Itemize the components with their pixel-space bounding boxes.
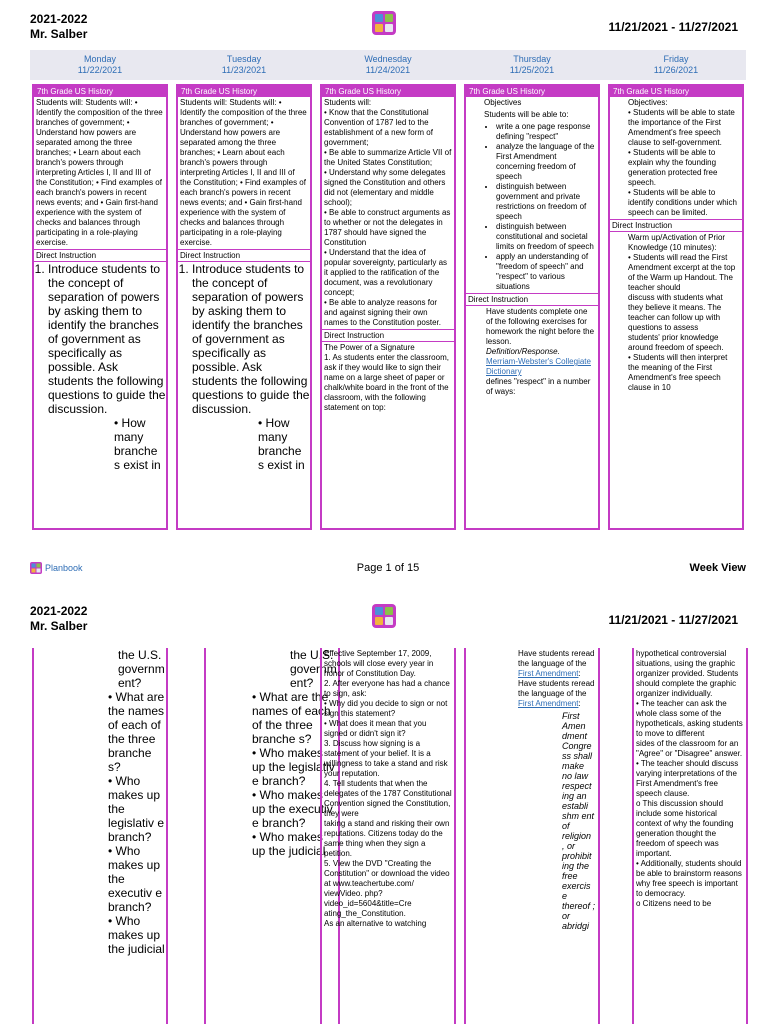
course-label: 7th Grade US History [466,86,598,97]
objectives: Students will: Students will: • Identify the composition of the three branches of government; • Understand how powers are separated among the three branches; • Learn about each branch's powers through interpreting Articles I, II and III of the Constitution; • Find examples of each branch's powers in recent news events; and • Gain first-hand experience with the system of checks and balances through participating in a role-playing exercise. [180,98,307,247]
question-item: • Who makes up the legislativ e branch? [252,746,335,788]
definition-label: Definition/Response. [486,347,560,356]
question-item: • Who makes up the executiv e branch? [252,788,333,830]
lesson-thursday[interactable] [464,84,600,530]
course-label: 7th Grade US History [322,86,454,97]
direct-instruction-title: Direct Instruction [610,219,742,232]
course-label: 7th Grade US History [34,86,166,97]
course-label: 7th Grade US History [610,86,742,97]
dictionary-link[interactable]: Merriam-Webster's Collegiate Dictionary [486,357,591,376]
objective-item: • distinguish between constitutional and societal limits on freedom of speech [496,222,596,252]
question-item: • How many branche s exist in [258,416,305,472]
objectives-list [466,121,598,293]
day-friday[interactable]: Friday 11/26/2021 [653,54,699,75]
day-wednesday[interactable]: Wednesday 11/24/2021 [364,54,412,75]
teacher-name: Mr. Salber [30,27,88,41]
direct-instruction-title: Direct Instruction [322,329,454,342]
instruction-text: Have students complete one of the following exercises for homework the night before the lesson. Definition/Response. Merriam-Webster's Collegiate Dictionary defines "respect" in a number of ways: [486,307,595,396]
date-range: 11/21/2021 - 11/27/2021 [608,20,738,34]
instruction-step: 1. Introduce students to the concept of separation of powers by asking them to identify the branches of government as specifically as possible. Ask students the following questions to guide the discussion. [48,262,166,416]
day-thursday[interactable]: Thursday 11/25/2021 [509,54,555,75]
view-mode: Week View [689,562,746,574]
page-number: Page 1 of 15 [356,562,420,574]
objective-item: • apply an understanding of "freedom of speech" and "respect" to various situations [496,252,596,292]
question-item: • What are the names of each of the three branche s? [108,690,165,774]
school-year: 2021-2022 [30,12,88,26]
lesson-friday-continued[interactable] [632,648,748,1024]
day-monday[interactable]: Monday 11/22/2021 [77,54,123,75]
instruction-text: Have students reread the language of the First Amendment: Have students reread the language of the First Amendment: [518,649,595,708]
lesson-monday[interactable] [32,84,168,530]
date-range-page2: 11/21/2021 - 11/27/2021 [608,613,738,627]
page-footer [30,560,746,578]
instruction-step: 1. Introduce students to the concept of separation of powers by asking them to identify the branches of government as specifically as possible. Ask students the following questions to guide the discussion. [192,262,310,416]
question-item: • What are the names of each of the three branche s? [252,690,331,746]
question-item: • Who makes up the executiv e branch? [108,844,163,914]
objectives: Students will: Students will: • Identify the composition of the three branches of government; • Understand how powers are separated among the three branches; • Learn about each branch's powers through interpreting Articles I, II and III of the Constitution; • Find examples of each branch's powers in recent news events; and • Gain first-hand experience with the system of checks and balances through participating in a role-playing exercise. [36,98,163,247]
planbook-logo-icon [372,604,396,628]
lesson-tuesday[interactable] [176,84,312,530]
direct-instruction-title: Direct Instruction [178,249,310,262]
question-item: • Who makes up the judicial [108,914,165,956]
course-label: 7th Grade US History [178,86,310,97]
objective-item: • analyze the language of the First Amendment concerning freedom of speech [496,142,596,182]
objectives: Objectives: • Students will be able to state the importance of the First Amendment's free speech clause to self-government. • Students will be able to explain why the founding generation protected free speech. • Students will be able to identify conditions under which speech can be limited. [628,98,737,217]
instruction-text: hypothetical controversial situations, using the graphic organizer provided. Students should complete the graphic organizer individually. • The teacher can ask the whole class some of the hypotheticals, asking students to move to different sides of the classroom for an "Agree" or "Disagree" answer. • The teacher should discuss varying interpretations of the First Amendment's free speech clause. o This discussion should include some historical context of why the founding generation thought the freedom of speech was important. • Additionally, students should be able to brainstorm reasons why free speech is important to democracy. o Citizens need to be [636,649,743,908]
question-item: • Who makes up the judicial [252,830,326,858]
direct-instruction-title: Direct Instruction [34,249,166,262]
objective-item: • distinguish between government and private restrictions on freedom of speech [496,182,596,222]
instruction-text: The Power of a Signature 1. As students enter the classroom, ask if they would like to sign their name on a large sheet of paper or chalk/white board in the front of the classroom, with the following statement on top: [324,343,449,412]
first-amendment-link[interactable]: First Amendment [518,699,579,708]
direct-instruction-title: Direct Instruction [466,293,598,306]
instruction-text: Warm up/Activation of Prior Knowledge (10 minutes): • Students will read the First Amendment excerpt at the top of the Warm up Handout. The teacher should discuss with students what they believe it means. The teacher can follow up with questions to assess students' prior knowledge around freedom of speech. • Students will then interpret the meaning of the First Amendment's free speech clause in 10 [628,233,736,392]
planbook-logo-icon [372,11,396,35]
question-item: • How many branche s exist in [114,416,161,472]
teacher-name: Mr. Salber [30,619,88,633]
lesson-wednesday-continued[interactable] [320,648,456,1024]
objectives-title: Objectives [484,98,522,107]
day-tuesday[interactable]: Tuesday 11/23/2021 [221,54,267,75]
question-item: • Who makes up the legislativ e branch? [108,774,165,844]
header-left [30,12,87,42]
objective-item: • write a one page response defining "respect" [496,122,596,142]
lesson-wednesday[interactable] [320,84,456,530]
question-cont: the U.S. governm ent? [118,648,165,690]
instruction-list [178,262,310,416]
question-cont: the U.S. governm ent? [290,648,337,690]
instruction-list [34,262,166,416]
objectives-intro: Students will be able to: [484,110,569,119]
day-header-bar [30,50,746,80]
lesson-friday[interactable] [608,84,744,530]
lesson-monday-continued[interactable] [32,648,168,1024]
instruction-text: Effective September 17, 2009, schools will close every year in honor of Constitution Day. 2. After everyone has had a chance to sign, ask: • Why did you decide to sign or not sign this statement? • What does it mean that you signed or didn't sign it? 3. Discuss how signing is a statement of your belief. It is a willingness to take a stand and risk your reputation. 4. Tell students that when the delegates of the 1787 Constitutional Convention signed the Constitution, they were taking a stand and risking their own reputations. Citizens today do the same thing when they sign a petition. 5. View the DVD "Creating the Constitution" or download the video at www.teachertube.com/ viewVideo. php?video_id=5604&title=Cre ating_the_Constitution. As an alternative to watching [324,649,452,928]
objectives: Students will: • Know that the Constitutional Convention of 1787 led to the establishment of a new form of government; • Be able to summarize Article VII of the United States Constitution; • Understand why some delegates signed the Constitution and others did not (elementary and middle school); • Be able to construct arguments as to whether or not the delegates in 1787 should have signed the Constitution • Understand that the idea of popular sovereignty, particularly as it applied to the ratification of the document, was a revolutionary concept; • Be able to analyze reasons for and against signing their own names to the Constitution poster. [324,98,452,327]
lesson-thursday-continued[interactable] [464,648,600,1024]
first-amendment-link[interactable]: First Amendment [518,669,579,678]
planbook-brand[interactable]: Planbook [30,562,83,574]
school-year: 2021-2022 [30,604,88,618]
header-left-page2 [30,604,87,634]
amendment-quote: First Amen dment Congre ss shall make no law respect ing an establi shm ent of religion , or prohibit ing the free exercis e thereof ; or abridgi [562,711,596,931]
